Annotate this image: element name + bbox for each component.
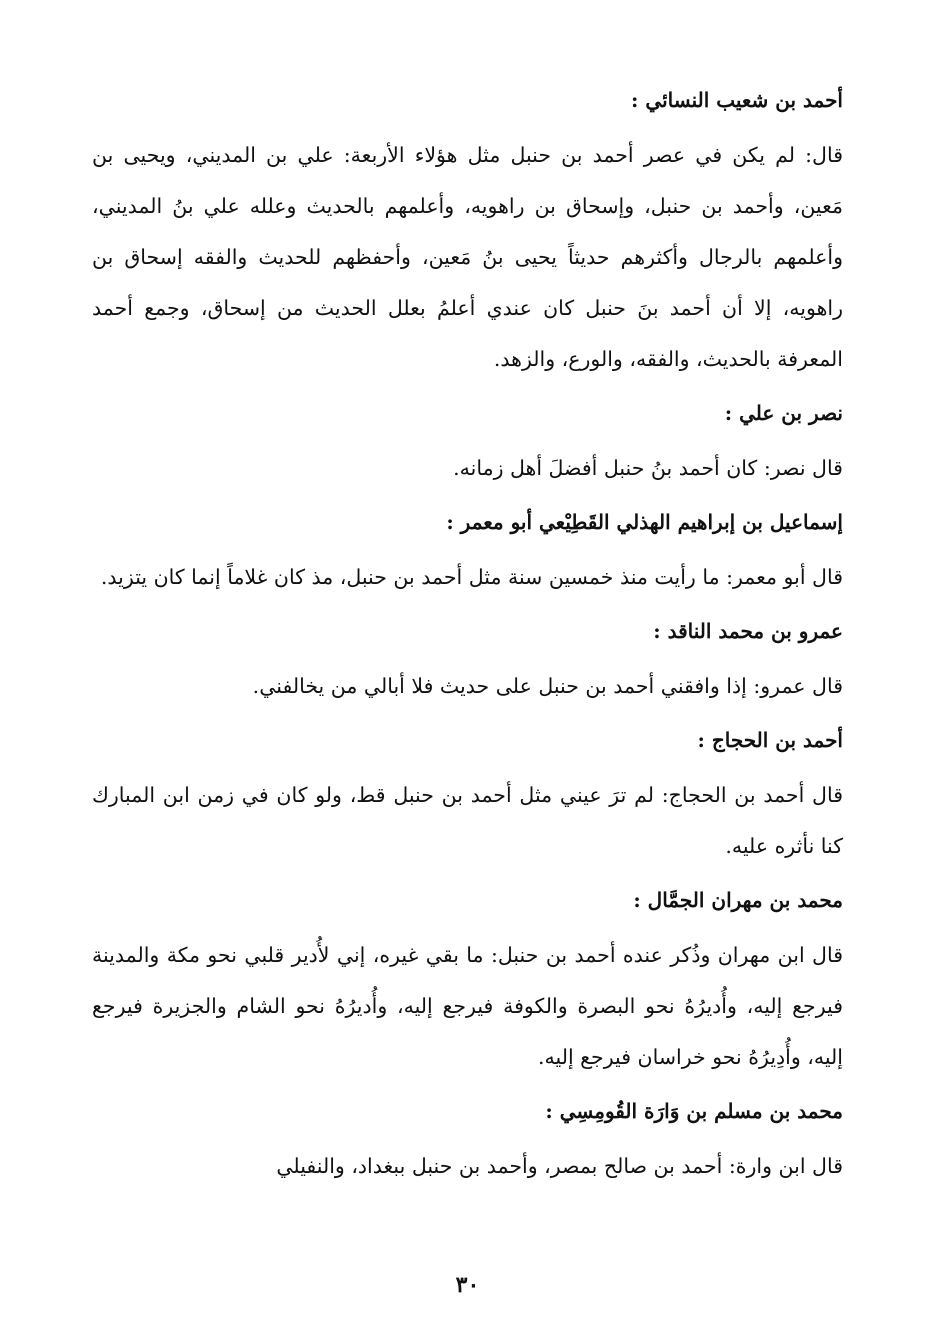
section-heading: نصر بن علي :: [724, 401, 843, 425]
page-body: [92, 82, 843, 1202]
section-amr-naqid: [92, 613, 843, 712]
section-ibn-wara: [92, 1093, 843, 1192]
section-heading: أحمد بن الحجاج :: [697, 728, 843, 752]
section-paragraph: قال: لم يكن في عصر أحمد بن حنبل مثل هؤلاء الأربعة: علي بن المديني، ويحيى بن مَعين، وأحمد بن حنبل، وإسحاق بن راهويه، وأعلمهم بالحديث وعلله علي بنُ المديني، وأعلمهم بالرجال وأكثرهم حديثاً يحيى بنُ مَعين، وأحفظهم للحديث والفقه إسحاق بن راهويه، إلا أن أحمد بنَ حنبل كان عندي أعلمُ بعلل الحديث من إسحاق، وجمع أحمد المعرفة بالحديث، والفقه، والورع، والزهد.: [92, 143, 843, 371]
section-heading: إسماعيل بن إبراهيم الهذلي القَطِيْعي أبو معمر :: [446, 510, 843, 534]
section-paragraph: قال نصر: كان أحمد بنُ حنبل أفضلَ أهل زمانه.: [453, 456, 843, 480]
page-number: ٣٠: [455, 1272, 480, 1298]
section-ibn-mihran: [92, 882, 843, 1083]
section-paragraph: قال عمرو: إذا وافقني أحمد بن حنبل على حديث فلا أبالي من يخالفني.: [252, 674, 843, 698]
section-nasr: [92, 395, 843, 494]
section-paragraph: قال أحمد بن الحجاج: لم ترَ عيني مثل أحمد بن حنبل قط، ولو كان في زمن ابن المبارك كنا نأثره عليه.: [92, 783, 843, 858]
section-heading: أحمد بن شعيب النسائي :: [631, 88, 843, 112]
section-abu-mamar: [92, 504, 843, 603]
section-paragraph: قال ابن وارة: أحمد بن صالح بمصر، وأحمد بن حنبل ببغداد، والنفيلي: [276, 1154, 843, 1178]
section-hajjaj: [92, 722, 843, 872]
section-heading: محمد بن مهران الجمَّال :: [633, 888, 843, 912]
section-heading: عمرو بن محمد الناقد :: [653, 619, 843, 643]
section-paragraph: قال ابن مهران وذُكر عنده أحمد بن حنبل: ما بقي غيره، إني لأُدير قلبي نحو مكة والمدينة فيرجع إليه، وأُديرُهُ نحو البصرة والكوفة فيرجع إليه، وأُديرُهُ نحو الشام والجزيرة فيرجع إليه، وأُدِيرُهُ نحو خراسان فيرجع إليه.: [92, 943, 843, 1069]
section-nasai: [92, 82, 843, 385]
section-paragraph: قال أبو معمر: ما رأيت منذ خمسين سنة مثل أحمد بن حنبل، مذ كان غلاماً إنما كان يتزيد.: [100, 565, 843, 589]
section-heading: محمد بن مسلم بن وَارَة القُومِسِي :: [545, 1099, 843, 1123]
